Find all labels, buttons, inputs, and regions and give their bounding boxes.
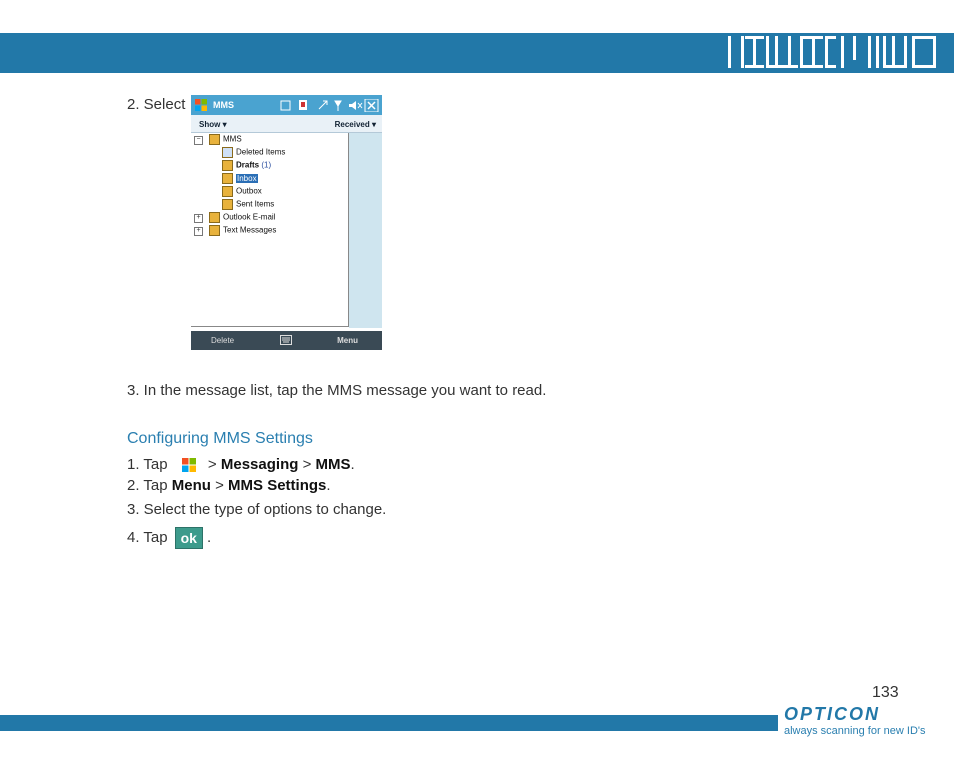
tree-node-text[interactable]: Text Messages xyxy=(209,225,276,236)
folder-icon xyxy=(209,134,220,145)
config-step-1: 1. Tap > Messaging > MMS. xyxy=(127,456,355,473)
status-icons xyxy=(279,99,379,112)
config-step-2: 2. Tap Menu > MMS Settings. xyxy=(127,477,331,494)
tree-node-mms[interactable]: MMS xyxy=(209,134,242,145)
tree-node-drafts[interactable]: Drafts (1) xyxy=(222,160,271,171)
trash-icon xyxy=(222,147,233,158)
barcode-logo xyxy=(728,36,938,68)
scrollbar[interactable] xyxy=(349,133,382,328)
drafts-icon xyxy=(222,160,233,171)
menu-softkey[interactable]: Menu xyxy=(337,336,358,345)
tree-node-outbox[interactable]: Outbox xyxy=(222,186,262,197)
outbox-icon xyxy=(222,186,233,197)
screenshot-title-bar xyxy=(191,95,382,115)
tree-node-deleted[interactable]: Deleted Items xyxy=(222,147,285,158)
sent-icon xyxy=(222,199,233,210)
config-step-3: 3. Select the type of options to change. xyxy=(127,501,387,518)
tree-node-outlook[interactable]: Outlook E-mail xyxy=(209,212,275,223)
inbox-icon xyxy=(222,173,233,184)
svg-text:OPTICON: OPTICON xyxy=(784,705,881,722)
folder-icon xyxy=(209,212,220,223)
received-menu[interactable]: Received ▾ xyxy=(334,120,376,129)
footer-bar xyxy=(0,715,778,731)
screenshot-menu-bar xyxy=(191,115,382,133)
windows-start-icon xyxy=(180,456,198,474)
page-number: 133 xyxy=(872,684,899,701)
show-menu[interactable]: Show ▾ xyxy=(199,120,227,129)
folder-icon xyxy=(209,225,220,236)
step-tap-message: 3. In the message list, tap the MMS message you want to read. xyxy=(127,382,547,399)
ok-icon: ok xyxy=(175,527,203,549)
tagline: always scanning for new ID's xyxy=(784,725,926,737)
folder-tree: − MMS Deleted Items Drafts (1) Inbox Outbox Sent Items + Outlook E-mail + Text Messages xyxy=(191,133,349,327)
tree-node-sent[interactable]: Sent Items xyxy=(222,199,274,210)
mms-screenshot xyxy=(191,95,382,350)
tree-node-inbox[interactable]: Inbox xyxy=(222,173,258,184)
delete-softkey[interactable]: Delete xyxy=(211,336,235,345)
keyboard-icon[interactable] xyxy=(280,335,292,345)
config-step-4: 4. Tap ok . xyxy=(127,527,211,549)
step-select: 2. Select xyxy=(127,96,186,113)
screenshot-app-title: MMS xyxy=(213,100,234,110)
section-heading: Configuring MMS Settings xyxy=(127,430,313,447)
opticon-logo xyxy=(784,705,930,722)
softkey-bar xyxy=(191,331,382,350)
windows-start-icon xyxy=(194,98,208,112)
